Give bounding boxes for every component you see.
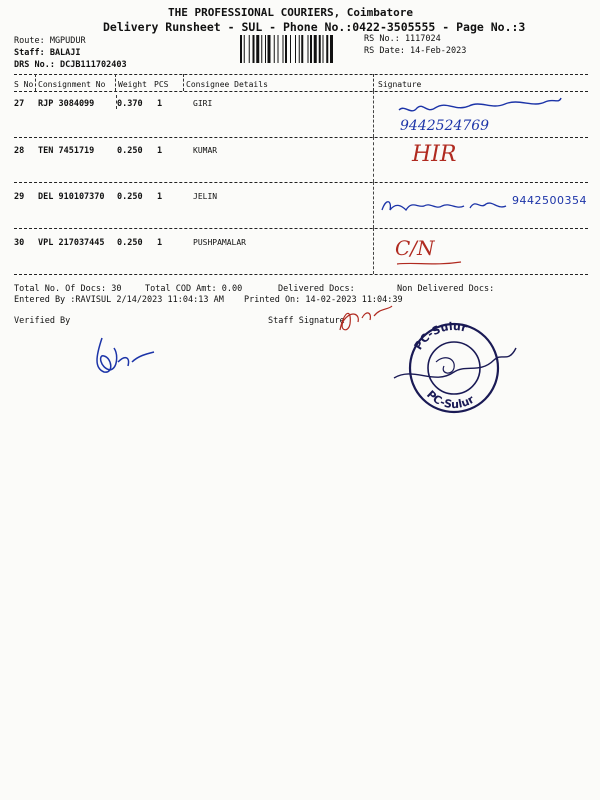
row-pcs: 1: [157, 192, 163, 202]
printed-on: Printed On: 14-02-2023 11:04:39: [244, 295, 403, 305]
row-consignment: VPL 217037445: [38, 238, 105, 248]
barcode-bar: [253, 35, 255, 63]
total-docs: Total No. Of Docs: 30: [14, 284, 122, 294]
non-delivered-docs: Non Delivered Docs:: [397, 284, 495, 294]
col-sno: S No: [14, 80, 34, 89]
barcode-bar: [283, 35, 284, 63]
row-sno: 28: [14, 146, 25, 156]
company-title: THE PROFESSIONAL COURIERS, Coimbatore: [168, 6, 414, 19]
barcode-bar: [268, 35, 271, 63]
barcode-bar: [285, 35, 287, 63]
barcode-bar: [265, 35, 266, 63]
row-pcs: 1: [157, 146, 163, 156]
rs-number: RS No.: 1117024: [364, 34, 441, 44]
barcode-bar: [244, 35, 245, 63]
verified-by-label: Verified By: [14, 316, 71, 326]
stamp-bottom-text: PC-Sulur: [424, 387, 477, 412]
row-sign-note: 9442500354: [512, 194, 587, 207]
row-sign-note: 9442524769: [400, 118, 490, 134]
barcode-bar: [314, 35, 317, 63]
barcode-bar: [249, 35, 250, 63]
rs-date: RS Date: 14-Feb-2023: [364, 46, 467, 56]
pc-sulur-stamp: [384, 312, 524, 422]
total-cod: Total COD Amt: 0.00: [145, 284, 243, 294]
drs-number: DRS No.: DCJB111702403: [14, 60, 127, 70]
barcode-bar: [299, 35, 300, 63]
col-pcs: PCS: [154, 80, 169, 89]
barcode-bar: [310, 35, 312, 63]
barcode-bar: [326, 35, 328, 63]
barcode-bar: [301, 35, 303, 63]
col-weight: Weight: [118, 80, 147, 89]
staff-signature-label: Staff Signature: [268, 316, 345, 326]
row-weight: 0.250: [117, 192, 143, 202]
row-weight: 0.250: [117, 146, 143, 156]
row-pcs: 1: [157, 238, 163, 248]
signature-giri: [395, 92, 565, 136]
row-weight: 0.370: [117, 99, 143, 109]
stamp-top-text: PC-Sulur: [411, 319, 469, 353]
barcode-bar: [240, 35, 242, 63]
barcode-bar: [256, 35, 259, 63]
signature-underline: [395, 258, 465, 270]
row-consignment: DEL 910107370: [38, 192, 105, 202]
runsheet-title: Delivery Runsheet - SUL - Phone No.:0422-3505555 - Page No.:3: [103, 20, 526, 34]
barcode-bar: [278, 35, 279, 63]
barcode: [240, 35, 356, 63]
row-consignee: JELIN: [193, 192, 218, 201]
verified-signature-scribble: [88, 328, 160, 380]
barcode-bar: [319, 35, 321, 63]
barcode-bar: [323, 35, 324, 63]
row-sno: 27: [14, 99, 25, 109]
col-consignee: Consignee Details: [186, 80, 268, 89]
barcode-bar: [290, 35, 291, 63]
barcode-bar: [308, 35, 309, 63]
row-consignment: TEN 7451719: [38, 146, 95, 156]
row-sign-note: HIR: [412, 142, 457, 167]
barcode-bar: [295, 35, 296, 63]
signature-jelin: [378, 192, 518, 218]
row-pcs: 1: [157, 99, 163, 109]
staff-label: Staff: BALAJI: [14, 48, 81, 58]
row-consignee: GIRI: [193, 99, 213, 108]
barcode-bar: [330, 35, 333, 63]
row-weight: 0.250: [117, 238, 143, 248]
route-label: Route: MGPUDUR: [14, 36, 86, 46]
row-consignee: KUMAR: [193, 146, 218, 155]
barcode-bar: [274, 35, 275, 63]
barcode-bar: [261, 35, 262, 63]
entered-by: Entered By :RAVISUL 2/14/2023 11:04:13 AM: [14, 295, 224, 305]
col-consignment: Consignment No: [38, 80, 106, 89]
row-consignment: RJP 3084099: [38, 99, 95, 109]
row-sno: 29: [14, 192, 25, 202]
row-sign-note: C/N: [395, 236, 435, 260]
row-consignee: PUSHPAMALAR: [193, 238, 246, 247]
col-signature: Signature: [378, 80, 422, 89]
row-sno: 30: [14, 238, 25, 248]
delivered-docs: Delivered Docs:: [278, 284, 355, 294]
